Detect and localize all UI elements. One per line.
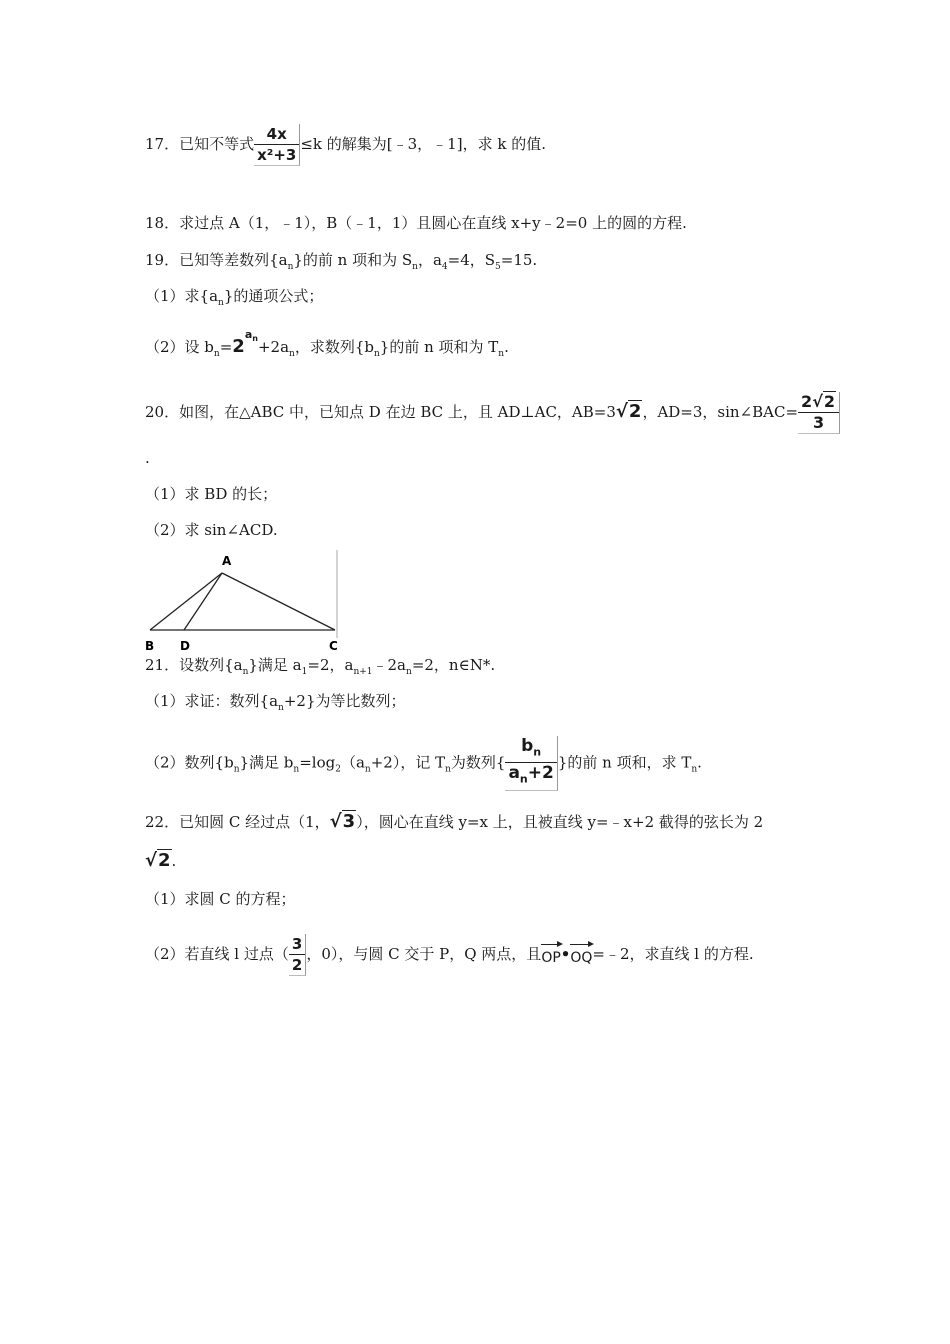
question-19-stem [145, 250, 537, 277]
q21-sub-2: 1 [301, 667, 308, 677]
q20-text-2: ，AD=3，sin∠BAC= [642, 403, 799, 421]
q17-prefix: 17．已知不等式 [145, 135, 255, 153]
q17-fraction [254, 124, 300, 166]
dot-product-symbol: • [560, 945, 571, 963]
q21-frac-num-b: b [521, 736, 534, 756]
q22-sqrt-2: √2 [145, 850, 171, 871]
q21-p2-text-8: . [697, 753, 702, 772]
q21-p2-text-5: +2），记 T [370, 753, 446, 772]
q19-text-4: =4，S [447, 251, 496, 269]
q19-p2-text-3: ，求数列{b [294, 338, 374, 356]
q21-frac-den [505, 762, 556, 789]
q19-p1-text-1: （1）求{a [145, 287, 219, 305]
q21-p1-sub: n [278, 703, 284, 713]
triangle-figure [140, 550, 350, 654]
q19-text-1: 19．已知等差数列{a [145, 251, 288, 269]
q21-text-4: ﹣2a [372, 656, 407, 674]
q20-sqrt: √2 [615, 401, 642, 422]
question-21-stem [145, 655, 495, 682]
q21-p1-text-2: +2}为等比数列； [283, 692, 406, 710]
question-19-part-1 [145, 286, 323, 313]
q20-frac-num-sqrt-value: 2 [823, 392, 835, 411]
q22-sqrt-1: √3 [329, 811, 356, 832]
question-20-stem [145, 392, 840, 434]
label-d: D [180, 639, 190, 653]
q21-p2-sub-3: 2 [335, 764, 341, 775]
q19-text-3: ，a [417, 251, 442, 269]
question-22-stem [145, 812, 763, 832]
q19-p2-text-1: （2）设 b [145, 338, 214, 356]
q21-p2-text-4: （a [340, 753, 365, 772]
label-a: A [222, 554, 232, 568]
q21-p2-text-2: }满足 b [239, 753, 294, 772]
q19-text-5: =15. [500, 251, 538, 269]
q22-frac-num: 3 [291, 935, 303, 953]
q19-p2-sub-4: n [498, 349, 505, 359]
q21-frac-num-sub: n [533, 745, 542, 759]
q19-sub-4: 5 [495, 262, 501, 272]
q21-text-2: }满足 a [248, 656, 302, 674]
q21-text-1: 21．设数列{a [145, 656, 243, 674]
question-22-stem-cont [145, 851, 176, 871]
q20-frac-num [798, 392, 839, 412]
q21-p1-text-1: （1）求证：数列{a [145, 692, 279, 710]
q17-suffix: ≤k 的解集为[﹣3，﹣1]，求 k 的值. [300, 135, 546, 153]
q21-p2-text-3: =log [299, 753, 336, 772]
q22-sqrt-2-value: 2 [158, 850, 171, 871]
question-19-part-2 [145, 328, 509, 364]
side-ac [222, 573, 335, 630]
question-21-part-2 [145, 736, 702, 791]
q22-text-3: . [171, 852, 177, 870]
question-21-part-1 [145, 691, 405, 718]
q19-text-2: }的前 n 项和为 S [293, 251, 413, 269]
q21-p2-sub-2: n [293, 764, 300, 775]
q21-p2-text-6: 为数列{ [450, 753, 506, 772]
q19-p2-sub-1: n [213, 349, 220, 359]
q22-text-2: ），圆心在直线 y=x 上，且被直线 y=﹣x+2 截得的弦长为 2 [356, 813, 764, 831]
q21-p2-sub-4: n [364, 764, 371, 775]
q19-p1-sub: n [218, 298, 224, 308]
q22-p2-text-1: （2）若直线 l 过点（ [145, 945, 289, 963]
q19-p2-exp: a [244, 328, 253, 341]
q22-frac-den: 2 [289, 954, 305, 975]
label-c: C [329, 639, 338, 653]
q19-p2-sub-3: n [373, 349, 380, 359]
q20-frac-den: 3 [798, 412, 839, 433]
segment-ad [184, 573, 222, 630]
q21-frac-den-end: +2 [527, 763, 554, 784]
q19-sub-1: n [287, 262, 294, 272]
q19-p2-text-5: . [504, 338, 509, 356]
vector-oq: OQ [570, 942, 592, 968]
q21-p2-sub-5: n [445, 764, 451, 775]
question-22-part-1: （1）求圆 C 的方程； [145, 890, 296, 908]
q21-text-3: =2，a [307, 656, 354, 674]
question-22-part-2 [145, 934, 754, 976]
q20-sqrt-value: 2 [628, 401, 642, 422]
q19-p2-eq: = [219, 338, 233, 356]
q22-sqrt-1-value: 3 [342, 811, 356, 832]
q21-frac-den-sub: n [519, 772, 528, 786]
q20-fraction [798, 392, 840, 434]
q21-p2-sub-1: n [233, 764, 240, 775]
q21-sub-4: n [406, 667, 412, 677]
question-20-dot: . [145, 449, 150, 467]
q19-p2-text-4: }的前 n 项和为 T [379, 338, 499, 356]
q17-frac-den: x²+3 [254, 144, 299, 165]
q22-p2-text-3: =﹣2，求直线 l 的方程. [592, 945, 754, 963]
q19-p2-exponent [244, 328, 258, 344]
q19-sub-2: n [412, 262, 418, 272]
q17-frac-num: 4x [266, 125, 287, 143]
q21-p2-text-7: }的前 n 项和，求 T [557, 753, 692, 772]
q22-text-1: 22．已知圆 C 经过点（1， [145, 813, 330, 831]
q20-text-1: 20．如图，在△ABC 中，已知点 D 在边 BC 上，且 AD⊥AC，AB=3 [145, 403, 616, 421]
q21-sub-1: n [242, 667, 249, 677]
q22-p2-text-2: ，0），与圆 C 交于 P，Q 两点，且 [306, 945, 542, 963]
q19-p2-base: 2 [232, 336, 245, 357]
q21-frac-num [505, 736, 556, 762]
q19-p2-exp-sub: n [252, 334, 258, 344]
label-b: B [145, 639, 155, 653]
q22-fraction [289, 934, 306, 976]
q20-frac-num-sqrt: √2 [812, 392, 835, 411]
q19-p2-sub-2: n [289, 349, 295, 359]
q21-frac-den-a: a [508, 763, 520, 784]
question-18: 18．求过点 A（1，﹣1），B（﹣1，1）且圆心在直线 x+y﹣2=0 上的圆的方程. [145, 214, 687, 232]
question-20-part-2: （2）求 sin∠ACD. [145, 521, 278, 539]
question-20-part-1: （1）求 BD 的长； [145, 485, 278, 503]
q19-sub-3: 4 [441, 262, 448, 272]
q21-fraction [505, 736, 557, 791]
q19-p2-text-2: +2a [257, 338, 290, 356]
side-ab [150, 573, 222, 630]
vector-op: OP [541, 942, 560, 968]
q19-p1-text-2: }的通项公式； [223, 287, 324, 305]
q21-text-5: =2，n∈N*. [411, 656, 496, 674]
question-17 [145, 124, 546, 166]
q21-sub-3: n+1 [353, 667, 373, 677]
q20-frac-num-coef: 2 [801, 392, 813, 411]
q21-p2-sub-6: n [691, 764, 698, 775]
q21-p2-text-1: （2）数列{b [145, 753, 234, 772]
